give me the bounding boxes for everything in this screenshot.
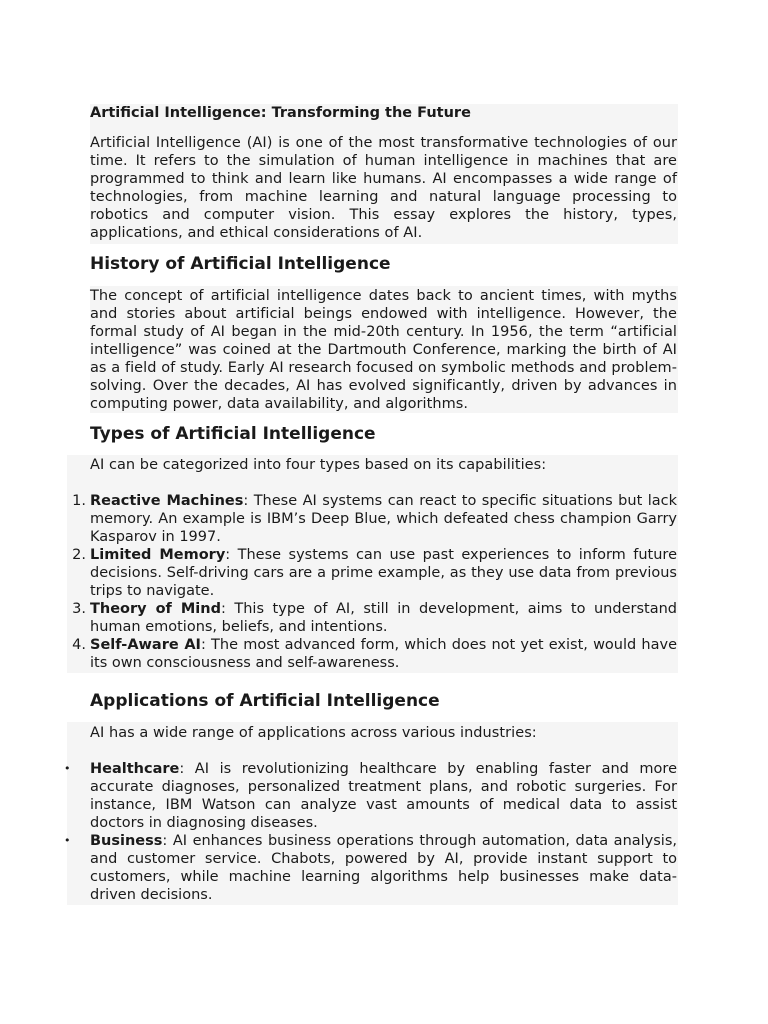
- applications-heading: Applications of Artificial Intelligence: [90, 691, 440, 711]
- list-item-text: : AI enhances business operations through automation, data analysis, and customer service. Chabots, powered by AI, provide instant support to customers, while machine learning algorithms help businesses make data-driven decisions.: [90, 833, 677, 903]
- list-item: [72, 636, 677, 672]
- list-item-text: : The most advanced form, which does not yet exist, would have its own consciousness and self-awareness.: [90, 637, 677, 671]
- list-item: [72, 600, 677, 636]
- list-number: 3.: [72, 601, 86, 617]
- history-paragraph: The concept of artificial intelligence dates back to ancient times, with myths and stories about artificial beings endowed with intelligence. However, the formal study of AI began in the mid-20th century. In 1956, the term “artificial intelligence” was coined at the Dartmouth Conference, marking the birth of AI as a field of study. Early AI research focused on symbolic methods and problem-solving. Over the decades, AI has evolved significantly, driven by advances in computing power, data availability, and algorithms.: [90, 288, 677, 412]
- types-heading: Types of Artificial Intelligence: [90, 424, 376, 444]
- list-item-text: : This type of AI, still in development, aims to understand human emotions, beliefs, and intentions.: [90, 601, 677, 635]
- types-list: [72, 492, 677, 672]
- list-item-term: Limited Memory: [90, 547, 226, 563]
- bullet-icon: •: [64, 762, 71, 775]
- list-item: [64, 760, 677, 832]
- applications-list: [64, 760, 677, 904]
- document-title: Artificial Intelligence: Transforming the Future: [90, 105, 471, 121]
- intro-paragraph: Artificial Intelligence (AI) is one of the most transformative technologies of our time. It refers to the simulation of human intelligence in machines that are programmed to think and learn like humans. AI encompasses a wide range of technologies, from machine learning and natural language processing to robotics and computer vision. This essay explores the history, types, applications, and ethical considerations of AI.: [90, 135, 677, 241]
- list-item-term: Theory of Mind: [90, 601, 221, 617]
- list-item-term: Business: [90, 833, 163, 849]
- list-item: [72, 492, 677, 546]
- list-number: 2.: [72, 547, 86, 563]
- history-heading: History of Artificial Intelligence: [90, 254, 391, 274]
- list-item-term: Healthcare: [90, 761, 180, 777]
- list-item: [72, 546, 677, 600]
- list-number: 4.: [72, 637, 86, 653]
- list-item-term: Reactive Machines: [90, 493, 244, 509]
- list-item-text: : AI is revolutionizing healthcare by enabling faster and more accurate diagnoses, personalized treatment plans, and robotic surgeries. For instance, IBM Watson can analyze vast amounts of medical data to assist doctors in diagnosing diseases.: [90, 761, 677, 831]
- list-item-text: : These systems can use past experiences to inform future decisions. Self-driving cars are a prime example, as they use data from previous trips to navigate.: [90, 547, 677, 599]
- bullet-icon: •: [64, 834, 71, 847]
- list-item: [64, 832, 677, 904]
- types-intro: AI can be categorized into four types based on its capabilities:: [90, 457, 547, 473]
- list-item-text: : These AI systems can react to specific situations but lack memory. An example is IBM’s Deep Blue, which defeated chess champion Garry Kasparov in 1997.: [90, 493, 677, 545]
- list-number: 1.: [72, 493, 86, 509]
- applications-intro: AI has a wide range of applications across various industries:: [90, 725, 537, 741]
- list-item-term: Self-Aware AI: [90, 637, 201, 653]
